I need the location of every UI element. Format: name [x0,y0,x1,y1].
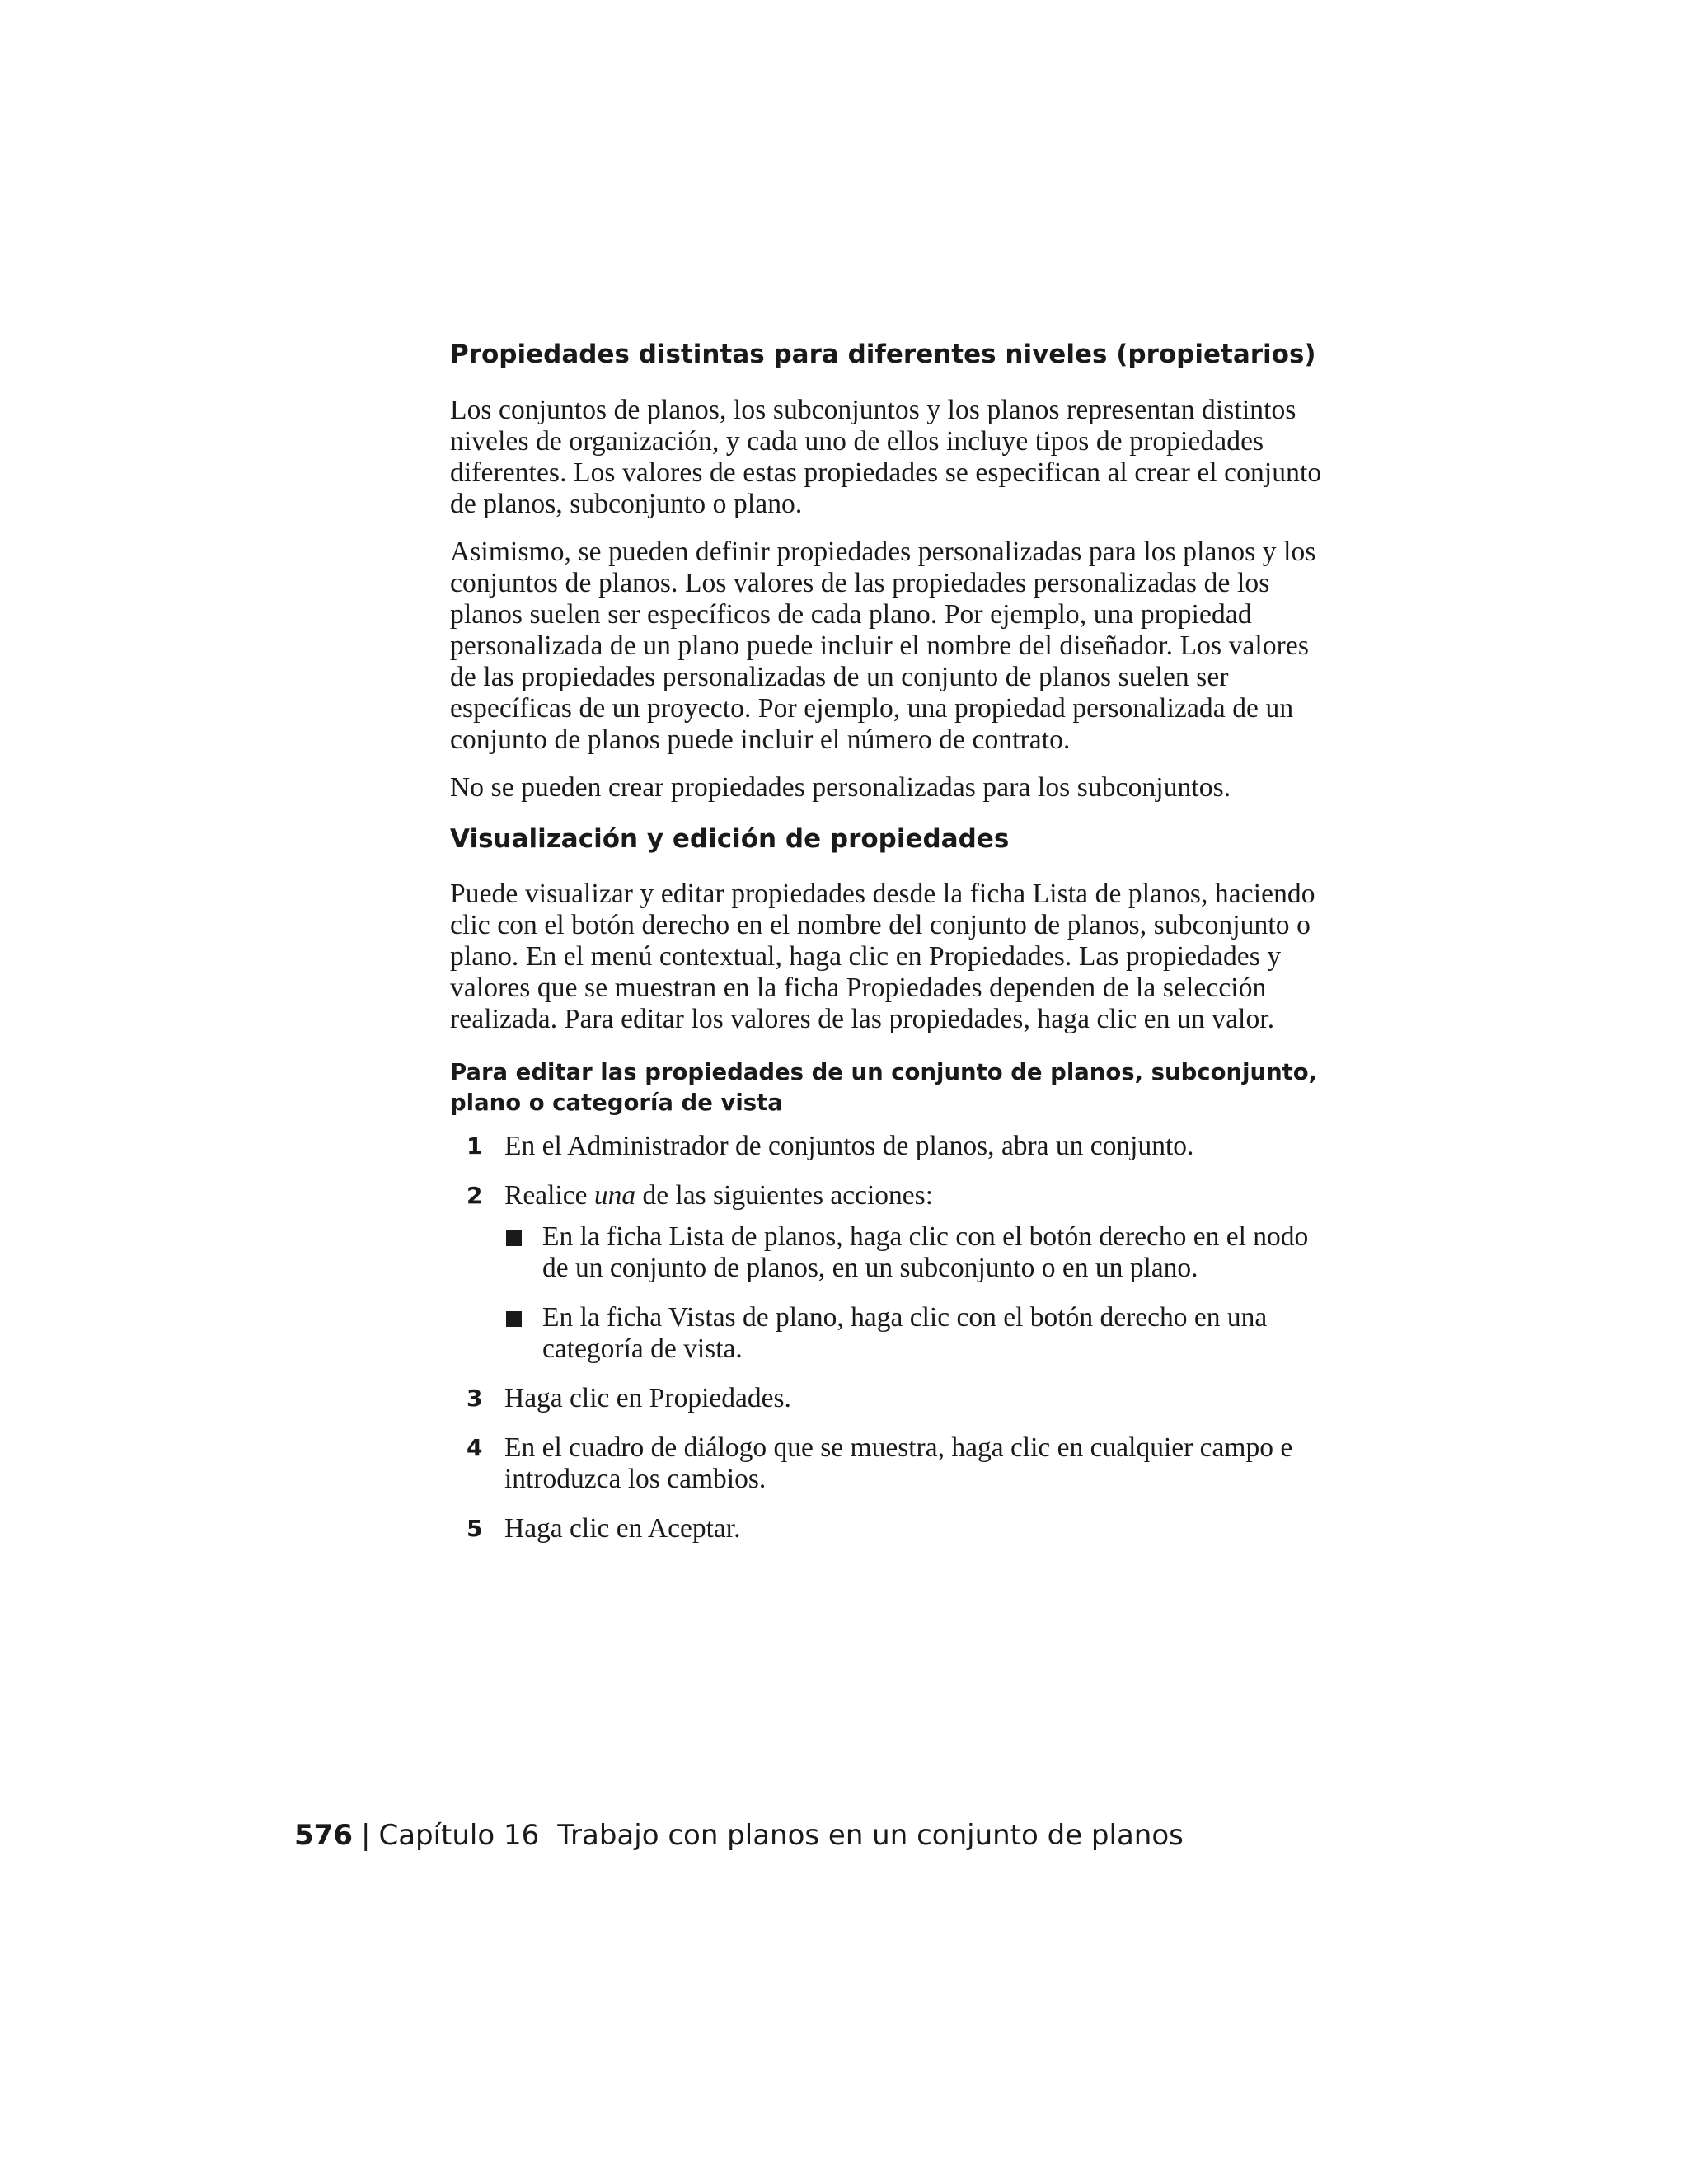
step-text: Haga clic en Propiedades. [504,1383,791,1413]
step-text: En el cuadro de diálogo que se muestra, haga clic en cualquier campo e introduzca los cambios. [504,1432,1293,1494]
step-number: 5 [467,1515,483,1542]
page-footer [294,1817,1184,1854]
footer-separator: | [360,1819,371,1852]
bullet-item [504,1302,1340,1365]
square-bullet-icon [506,1311,522,1327]
procedure-step [450,1383,1340,1414]
body-paragraph: No se pueden crear propiedades personalizadas para los subconjuntos. [450,772,1231,803]
page-body [450,338,1340,1563]
step-text-part: Realice [504,1180,594,1211]
step-text-emphasis: una [593,1180,636,1211]
section-heading: Propiedades distintas para diferentes niveles (propietarios) [450,340,1316,369]
step-number: 4 [467,1434,483,1461]
procedure-steps [450,1131,1340,1544]
step-text [504,1180,1340,1212]
procedure-step [450,1180,1340,1365]
bullet-text: En la ficha Lista de planos, haga clic con el botón derecho en el nodo de un conjunto de planos, en un subconjunto o en un plano. [542,1221,1309,1283]
procedure-heading: Para editar las propiedades de un conjunto de planos, subconjunto, plano o categoría de vista [450,1059,1318,1116]
step-text-part: de las siguientes acciones: [635,1180,934,1211]
section-heading: Visualización y edición de propiedades [450,824,1010,854]
step-text: En el Administrador de conjuntos de planos, abra un conjunto. [504,1131,1194,1161]
chapter-label: Capítulo 16 [378,1819,540,1852]
body-paragraph: Asimismo, se pueden definir propiedades personalizadas para los planos y los conjuntos de planos. Los valores de las propiedades personalizadas de los planos suelen ser específicos de cada plano. Por ejemplo, una propiedad personalizada de un plano puede incluir el nombre del diseñador. Los valores de las propiedades personalizadas de un conjunto de planos suelen ser específicas de un proyecto. Por ejemplo, una propiedad personalizada de un conjunto de planos puede incluir el número de contrato. [450,537,1316,755]
body-paragraph: Los conjuntos de planos, los subconjuntos y los planos representan distintos niveles de organización, y cada uno de ellos incluye tipos de propiedades diferentes. Los valores de estas propiedades se especifican al crear el conjunto de planos, subconjunto o plano. [450,395,1322,519]
step-number: 1 [467,1132,483,1160]
step-number: 3 [467,1385,483,1412]
bullet-text: En la ficha Vistas de plano, haga clic con el botón derecho en una categoría de vista. [542,1302,1268,1364]
bullet-list [504,1221,1340,1365]
page-number: 576 [294,1819,353,1852]
chapter-title: Trabajo con planos en un conjunto de planos [557,1819,1184,1852]
step-number: 2 [467,1182,483,1209]
square-bullet-icon [506,1230,522,1246]
procedure-step [450,1513,1340,1544]
procedure-step [450,1131,1340,1162]
step-text: Haga clic en Aceptar. [504,1513,741,1544]
bullet-item [504,1221,1340,1284]
body-paragraph: Puede visualizar y editar propiedades desde la ficha Lista de planos, haciendo clic con el botón derecho en el nombre del conjunto de planos, subconjunto o plano. En el menú contextual, haga clic en Propiedades. Las propiedades y valores que se muestran en la ficha Propiedades dependen de la selección realizada. Para editar los valores de las propiedades, haga clic en un valor. [450,879,1315,1034]
procedure-step [450,1432,1340,1495]
